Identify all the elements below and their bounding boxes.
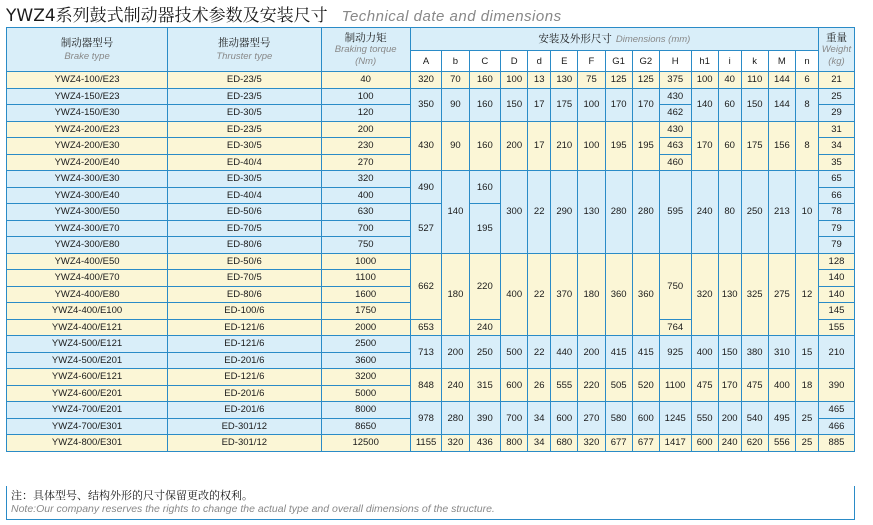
dim-cell-g2: 360 xyxy=(632,253,659,336)
weight-cell: 140 xyxy=(818,286,854,303)
braking-torque-cell: 100 xyxy=(321,88,410,105)
braking-torque-cell: 750 xyxy=(321,237,410,254)
dim-cell-d: 700 xyxy=(501,402,528,435)
spec-table xyxy=(6,27,855,452)
dim-cell-g2: 280 xyxy=(632,171,659,254)
braking-torque-cell: 230 xyxy=(321,138,410,155)
brake-type-cell: YWZ4-800/E301 xyxy=(7,435,168,452)
dim-cell-k: 380 xyxy=(741,336,768,369)
dim-cell-n: 25 xyxy=(795,435,818,452)
braking-torque-cell: 1600 xyxy=(321,286,410,303)
braking-torque-cell: 700 xyxy=(321,220,410,237)
dim-cell-c: 250 xyxy=(469,336,501,369)
braking-torque-cell: 8650 xyxy=(321,418,410,435)
dim-cell-g2: 415 xyxy=(632,336,659,369)
dim-cell-d: 150 xyxy=(501,88,528,121)
dim-cell-i: 40 xyxy=(718,72,741,89)
dim-cell-n: 15 xyxy=(795,336,818,369)
weight-cell: 210 xyxy=(818,336,854,369)
dim-cell-h1: 140 xyxy=(691,88,718,121)
dim-cell-a: 490 xyxy=(410,171,442,204)
dim-cell-h: 460 xyxy=(659,154,691,171)
table-row xyxy=(7,121,855,138)
dim-cell-g1: 505 xyxy=(605,369,632,402)
dim-cell-d: 600 xyxy=(501,369,528,402)
header-dim-k: k xyxy=(741,51,768,72)
dim-cell-d: 17 xyxy=(528,121,551,171)
dim-cell-m: 556 xyxy=(768,435,795,452)
dim-cell-k: 175 xyxy=(741,121,768,171)
dim-cell-c: 160 xyxy=(469,171,501,204)
dim-cell-i: 80 xyxy=(718,171,741,254)
brake-type-cell: YWZ4-300/E50 xyxy=(7,204,168,221)
dim-cell-i: 170 xyxy=(718,369,741,402)
thruster-type-cell: ED-121/6 xyxy=(168,369,321,386)
dim-cell-f: 180 xyxy=(578,253,605,336)
dim-cell-e: 210 xyxy=(551,121,578,171)
brake-type-cell: YWZ4-600/E201 xyxy=(7,385,168,402)
dim-cell-d: 300 xyxy=(501,171,528,254)
dim-cell-c: 390 xyxy=(469,402,501,435)
dim-cell-n: 8 xyxy=(795,88,818,121)
dim-cell-d: 22 xyxy=(528,171,551,254)
brake-type-cell: YWZ4-200/E30 xyxy=(7,138,168,155)
header-dim-g2: G2 xyxy=(632,51,659,72)
brake-type-cell: YWZ4-150/E30 xyxy=(7,105,168,122)
braking-torque-cell: 270 xyxy=(321,154,410,171)
weight-cell: 466 xyxy=(818,418,854,435)
header-dimensions: 安装及外形尺寸 Dimensions (mm) xyxy=(410,28,818,51)
dim-cell-d: 34 xyxy=(528,435,551,452)
dim-cell-i: 60 xyxy=(718,121,741,171)
dim-cell-a: 662 xyxy=(410,253,442,319)
dim-cell-c: 195 xyxy=(469,204,501,254)
weight-cell: 78 xyxy=(818,204,854,221)
braking-torque-cell: 3600 xyxy=(321,352,410,369)
brake-type-cell: YWZ4-400/E50 xyxy=(7,253,168,270)
thruster-type-cell: ED-23/5 xyxy=(168,72,321,89)
dim-cell-b: 180 xyxy=(442,253,469,336)
table-body xyxy=(7,72,855,452)
dim-cell-h: 764 xyxy=(659,319,691,336)
dim-cell-a: 430 xyxy=(410,121,442,171)
dim-cell-h: 595 xyxy=(659,171,691,254)
header-dim-c: C xyxy=(469,51,501,72)
dim-cell-e: 680 xyxy=(551,435,578,452)
header-dim-e: E xyxy=(551,51,578,72)
dim-cell-d: 13 xyxy=(528,72,551,89)
table-row xyxy=(7,72,855,89)
dim-cell-d: 100 xyxy=(501,72,528,89)
thruster-type-cell: ED-201/6 xyxy=(168,352,321,369)
dim-cell-n: 8 xyxy=(795,121,818,171)
brake-type-cell: YWZ4-200/E23 xyxy=(7,121,168,138)
weight-cell: 140 xyxy=(818,270,854,287)
table-row xyxy=(7,369,855,386)
dim-cell-g2: 677 xyxy=(632,435,659,452)
weight-cell: 25 xyxy=(818,88,854,105)
dim-cell-d: 22 xyxy=(528,336,551,369)
dim-cell-c: 436 xyxy=(469,435,501,452)
header-weight: 重量 Weight (kg) xyxy=(818,28,854,72)
dim-cell-c: 160 xyxy=(469,121,501,171)
weight-cell: 145 xyxy=(818,303,854,320)
dim-cell-m: 144 xyxy=(768,72,795,89)
dim-cell-e: 290 xyxy=(551,171,578,254)
dim-cell-f: 130 xyxy=(578,171,605,254)
thruster-type-cell: ED-30/5 xyxy=(168,105,321,122)
thruster-type-cell: ED-23/5 xyxy=(168,88,321,105)
dim-cell-b: 320 xyxy=(442,435,469,452)
thruster-type-cell: ED-23/5 xyxy=(168,121,321,138)
thruster-type-cell: ED-80/6 xyxy=(168,286,321,303)
dim-cell-b: 200 xyxy=(442,336,469,369)
weight-cell: 465 xyxy=(818,402,854,419)
thruster-type-cell: ED-30/5 xyxy=(168,138,321,155)
footnote xyxy=(6,486,855,520)
braking-torque-cell: 3200 xyxy=(321,369,410,386)
dim-cell-e: 600 xyxy=(551,402,578,435)
thruster-type-cell: ED-301/12 xyxy=(168,418,321,435)
dim-cell-n: 12 xyxy=(795,253,818,336)
dim-cell-c: 315 xyxy=(469,369,501,402)
dim-cell-e: 175 xyxy=(551,88,578,121)
table-row xyxy=(7,253,855,270)
dim-cell-b: 280 xyxy=(442,402,469,435)
header-dim-d: D xyxy=(501,51,528,72)
dim-cell-a: 527 xyxy=(410,204,442,254)
brake-type-cell: YWZ4-300/E40 xyxy=(7,187,168,204)
thruster-type-cell: ED-301/12 xyxy=(168,435,321,452)
brake-type-cell: YWZ4-300/E80 xyxy=(7,237,168,254)
thruster-type-cell: ED-201/6 xyxy=(168,385,321,402)
dim-cell-h1: 550 xyxy=(691,402,718,435)
weight-cell: 21 xyxy=(818,72,854,89)
dim-cell-h: 1245 xyxy=(659,402,691,435)
dim-cell-e: 370 xyxy=(551,253,578,336)
thruster-type-cell: ED-121/6 xyxy=(168,319,321,336)
dim-cell-c: 240 xyxy=(469,319,501,336)
dim-cell-i: 60 xyxy=(718,88,741,121)
header-thruster-type: 推动器型号 Thruster type xyxy=(168,28,321,72)
table-row xyxy=(7,336,855,353)
braking-torque-cell: 120 xyxy=(321,105,410,122)
dim-cell-k: 150 xyxy=(741,88,768,121)
table-row xyxy=(7,88,855,105)
header-braking-torque: 制动力矩 Braking torque (Nm) xyxy=(321,28,410,72)
weight-cell: 128 xyxy=(818,253,854,270)
dim-cell-n: 10 xyxy=(795,171,818,254)
braking-torque-cell: 2500 xyxy=(321,336,410,353)
dim-cell-g1: 677 xyxy=(605,435,632,452)
dim-cell-h: 1417 xyxy=(659,435,691,452)
dim-cell-i: 130 xyxy=(718,253,741,336)
dim-cell-k: 325 xyxy=(741,253,768,336)
brake-type-cell: YWZ4-400/E121 xyxy=(7,319,168,336)
brake-type-cell: YWZ4-300/E30 xyxy=(7,171,168,188)
dim-cell-c: 160 xyxy=(469,72,501,89)
dim-cell-g1: 125 xyxy=(605,72,632,89)
dim-cell-m: 275 xyxy=(768,253,795,336)
dim-cell-c: 160 xyxy=(469,88,501,121)
dim-cell-h: 1100 xyxy=(659,369,691,402)
thruster-type-cell: ED-201/6 xyxy=(168,402,321,419)
dim-cell-h: 430 xyxy=(659,88,691,105)
braking-torque-cell: 5000 xyxy=(321,385,410,402)
dim-cell-k: 475 xyxy=(741,369,768,402)
brake-type-cell: YWZ4-600/E121 xyxy=(7,369,168,386)
weight-cell: 390 xyxy=(818,369,854,402)
thruster-type-cell: ED-30/5 xyxy=(168,171,321,188)
thruster-type-cell: ED-40/4 xyxy=(168,154,321,171)
dim-cell-b: 90 xyxy=(442,121,469,171)
dim-cell-f: 320 xyxy=(578,435,605,452)
table-row xyxy=(7,435,855,452)
thruster-type-cell: ED-70/5 xyxy=(168,220,321,237)
weight-cell: 65 xyxy=(818,171,854,188)
weight-cell: 66 xyxy=(818,187,854,204)
dim-cell-n: 25 xyxy=(795,402,818,435)
dim-cell-b: 140 xyxy=(442,171,469,254)
table-row xyxy=(7,402,855,419)
thruster-type-cell: ED-80/6 xyxy=(168,237,321,254)
dim-cell-k: 620 xyxy=(741,435,768,452)
dim-cell-g1: 580 xyxy=(605,402,632,435)
dim-cell-a: 350 xyxy=(410,88,442,121)
dim-cell-i: 200 xyxy=(718,402,741,435)
dim-cell-m: 144 xyxy=(768,88,795,121)
dim-cell-g2: 600 xyxy=(632,402,659,435)
dim-cell-g2: 520 xyxy=(632,369,659,402)
dim-cell-h1: 170 xyxy=(691,121,718,171)
brake-type-cell: YWZ4-400/E100 xyxy=(7,303,168,320)
dim-cell-k: 110 xyxy=(741,72,768,89)
dim-cell-h: 925 xyxy=(659,336,691,369)
dim-cell-c: 220 xyxy=(469,253,501,319)
thruster-type-cell: ED-50/6 xyxy=(168,253,321,270)
dim-cell-h: 462 xyxy=(659,105,691,122)
brake-type-cell: YWZ4-300/E70 xyxy=(7,220,168,237)
braking-torque-cell: 2000 xyxy=(321,319,410,336)
thruster-type-cell: ED-100/6 xyxy=(168,303,321,320)
dim-cell-a: 320 xyxy=(410,72,442,89)
header-dim-m: M xyxy=(768,51,795,72)
dim-cell-b: 90 xyxy=(442,88,469,121)
footnote-english: Note:Our company reserves the rights to change the actual type and overall dimensions of the structure. xyxy=(11,503,495,515)
dim-cell-d: 34 xyxy=(528,402,551,435)
title-english: Technical date and dimensions xyxy=(341,8,562,25)
dim-cell-a: 978 xyxy=(410,402,442,435)
dim-cell-h: 375 xyxy=(659,72,691,89)
weight-cell: 31 xyxy=(818,121,854,138)
footnote-chinese: 注：具体型号、结构外形的尺寸保留更改的权利。 xyxy=(11,489,253,502)
dim-cell-h: 463 xyxy=(659,138,691,155)
dim-cell-b: 240 xyxy=(442,369,469,402)
braking-torque-cell: 12500 xyxy=(321,435,410,452)
dim-cell-d: 200 xyxy=(501,121,528,171)
braking-torque-cell: 1000 xyxy=(321,253,410,270)
dim-cell-g2: 170 xyxy=(632,88,659,121)
dim-cell-g1: 415 xyxy=(605,336,632,369)
dim-cell-f: 100 xyxy=(578,88,605,121)
header-dim-a: A xyxy=(410,51,442,72)
braking-torque-cell: 8000 xyxy=(321,402,410,419)
braking-torque-cell: 1100 xyxy=(321,270,410,287)
dim-cell-h1: 320 xyxy=(691,253,718,336)
dim-cell-h: 750 xyxy=(659,253,691,319)
braking-torque-cell: 200 xyxy=(321,121,410,138)
dim-cell-g1: 195 xyxy=(605,121,632,171)
weight-cell: 155 xyxy=(818,319,854,336)
dim-cell-i: 240 xyxy=(718,435,741,452)
dim-cell-h1: 475 xyxy=(691,369,718,402)
dim-cell-a: 848 xyxy=(410,369,442,402)
dim-cell-h: 430 xyxy=(659,121,691,138)
thruster-type-cell: ED-121/6 xyxy=(168,336,321,353)
brake-type-cell: YWZ4-400/E80 xyxy=(7,286,168,303)
dim-cell-e: 440 xyxy=(551,336,578,369)
dim-cell-g2: 125 xyxy=(632,72,659,89)
weight-cell: 885 xyxy=(818,435,854,452)
dim-cell-d: 26 xyxy=(528,369,551,402)
dim-cell-h1: 100 xyxy=(691,72,718,89)
braking-torque-cell: 40 xyxy=(321,72,410,89)
dim-cell-h1: 600 xyxy=(691,435,718,452)
dim-cell-m: 495 xyxy=(768,402,795,435)
thruster-type-cell: ED-70/5 xyxy=(168,270,321,287)
brake-type-cell: YWZ4-700/E201 xyxy=(7,402,168,419)
dim-cell-a: 653 xyxy=(410,319,442,336)
table-row xyxy=(7,171,855,188)
dim-cell-d: 17 xyxy=(528,88,551,121)
dim-cell-e: 130 xyxy=(551,72,578,89)
dim-cell-d: 500 xyxy=(501,336,528,369)
header-dim-b: b xyxy=(442,51,469,72)
dim-cell-f: 75 xyxy=(578,72,605,89)
brake-type-cell: YWZ4-700/E301 xyxy=(7,418,168,435)
dim-cell-d: 400 xyxy=(501,253,528,336)
weight-cell: 34 xyxy=(818,138,854,155)
brake-type-cell: YWZ4-200/E40 xyxy=(7,154,168,171)
header-dim-g1: G1 xyxy=(605,51,632,72)
dim-cell-g2: 195 xyxy=(632,121,659,171)
header-dim-h: H xyxy=(659,51,691,72)
dim-cell-m: 156 xyxy=(768,121,795,171)
header-brake-type: 制动器型号 Brake type xyxy=(7,28,168,72)
dim-cell-m: 310 xyxy=(768,336,795,369)
brake-type-cell: YWZ4-500/E121 xyxy=(7,336,168,353)
header-dim-i: i xyxy=(718,51,741,72)
braking-torque-cell: 1750 xyxy=(321,303,410,320)
brake-type-cell: YWZ4-500/E201 xyxy=(7,352,168,369)
weight-cell: 79 xyxy=(818,220,854,237)
dim-cell-d: 22 xyxy=(528,253,551,336)
dim-cell-g1: 280 xyxy=(605,171,632,254)
dim-cell-m: 400 xyxy=(768,369,795,402)
dim-cell-f: 220 xyxy=(578,369,605,402)
dim-cell-h1: 400 xyxy=(691,336,718,369)
brake-type-cell: YWZ4-150/E23 xyxy=(7,88,168,105)
dim-cell-a: 713 xyxy=(410,336,442,369)
header-dim-f: F xyxy=(578,51,605,72)
header-dim-n: n xyxy=(795,51,818,72)
brake-type-cell: YWZ4-400/E70 xyxy=(7,270,168,287)
weight-cell: 35 xyxy=(818,154,854,171)
braking-torque-cell: 400 xyxy=(321,187,410,204)
dim-cell-e: 555 xyxy=(551,369,578,402)
dim-cell-f: 100 xyxy=(578,121,605,171)
thruster-type-cell: ED-50/6 xyxy=(168,204,321,221)
dim-cell-n: 18 xyxy=(795,369,818,402)
dim-cell-m: 213 xyxy=(768,171,795,254)
header-dim-d: d xyxy=(528,51,551,72)
dim-cell-a: 1155 xyxy=(410,435,442,452)
dim-cell-b: 70 xyxy=(442,72,469,89)
dim-cell-i: 150 xyxy=(718,336,741,369)
dim-cell-f: 270 xyxy=(578,402,605,435)
table-header xyxy=(7,28,855,72)
weight-cell: 79 xyxy=(818,237,854,254)
title-chinese: YWZ4系列鼓式制动器技术参数及安装尺寸 xyxy=(6,6,328,26)
brake-type-cell: YWZ4-100/E23 xyxy=(7,72,168,89)
dim-cell-k: 540 xyxy=(741,402,768,435)
dim-cell-g1: 170 xyxy=(605,88,632,121)
dim-cell-f: 200 xyxy=(578,336,605,369)
dim-cell-h1: 240 xyxy=(691,171,718,254)
dim-cell-d: 800 xyxy=(501,435,528,452)
page-title xyxy=(6,1,562,25)
thruster-type-cell: ED-40/4 xyxy=(168,187,321,204)
header-dim-h1: h1 xyxy=(691,51,718,72)
dim-cell-k: 250 xyxy=(741,171,768,254)
dim-cell-n: 6 xyxy=(795,72,818,89)
braking-torque-cell: 630 xyxy=(321,204,410,221)
weight-cell: 29 xyxy=(818,105,854,122)
dim-cell-g1: 360 xyxy=(605,253,632,336)
braking-torque-cell: 320 xyxy=(321,171,410,188)
